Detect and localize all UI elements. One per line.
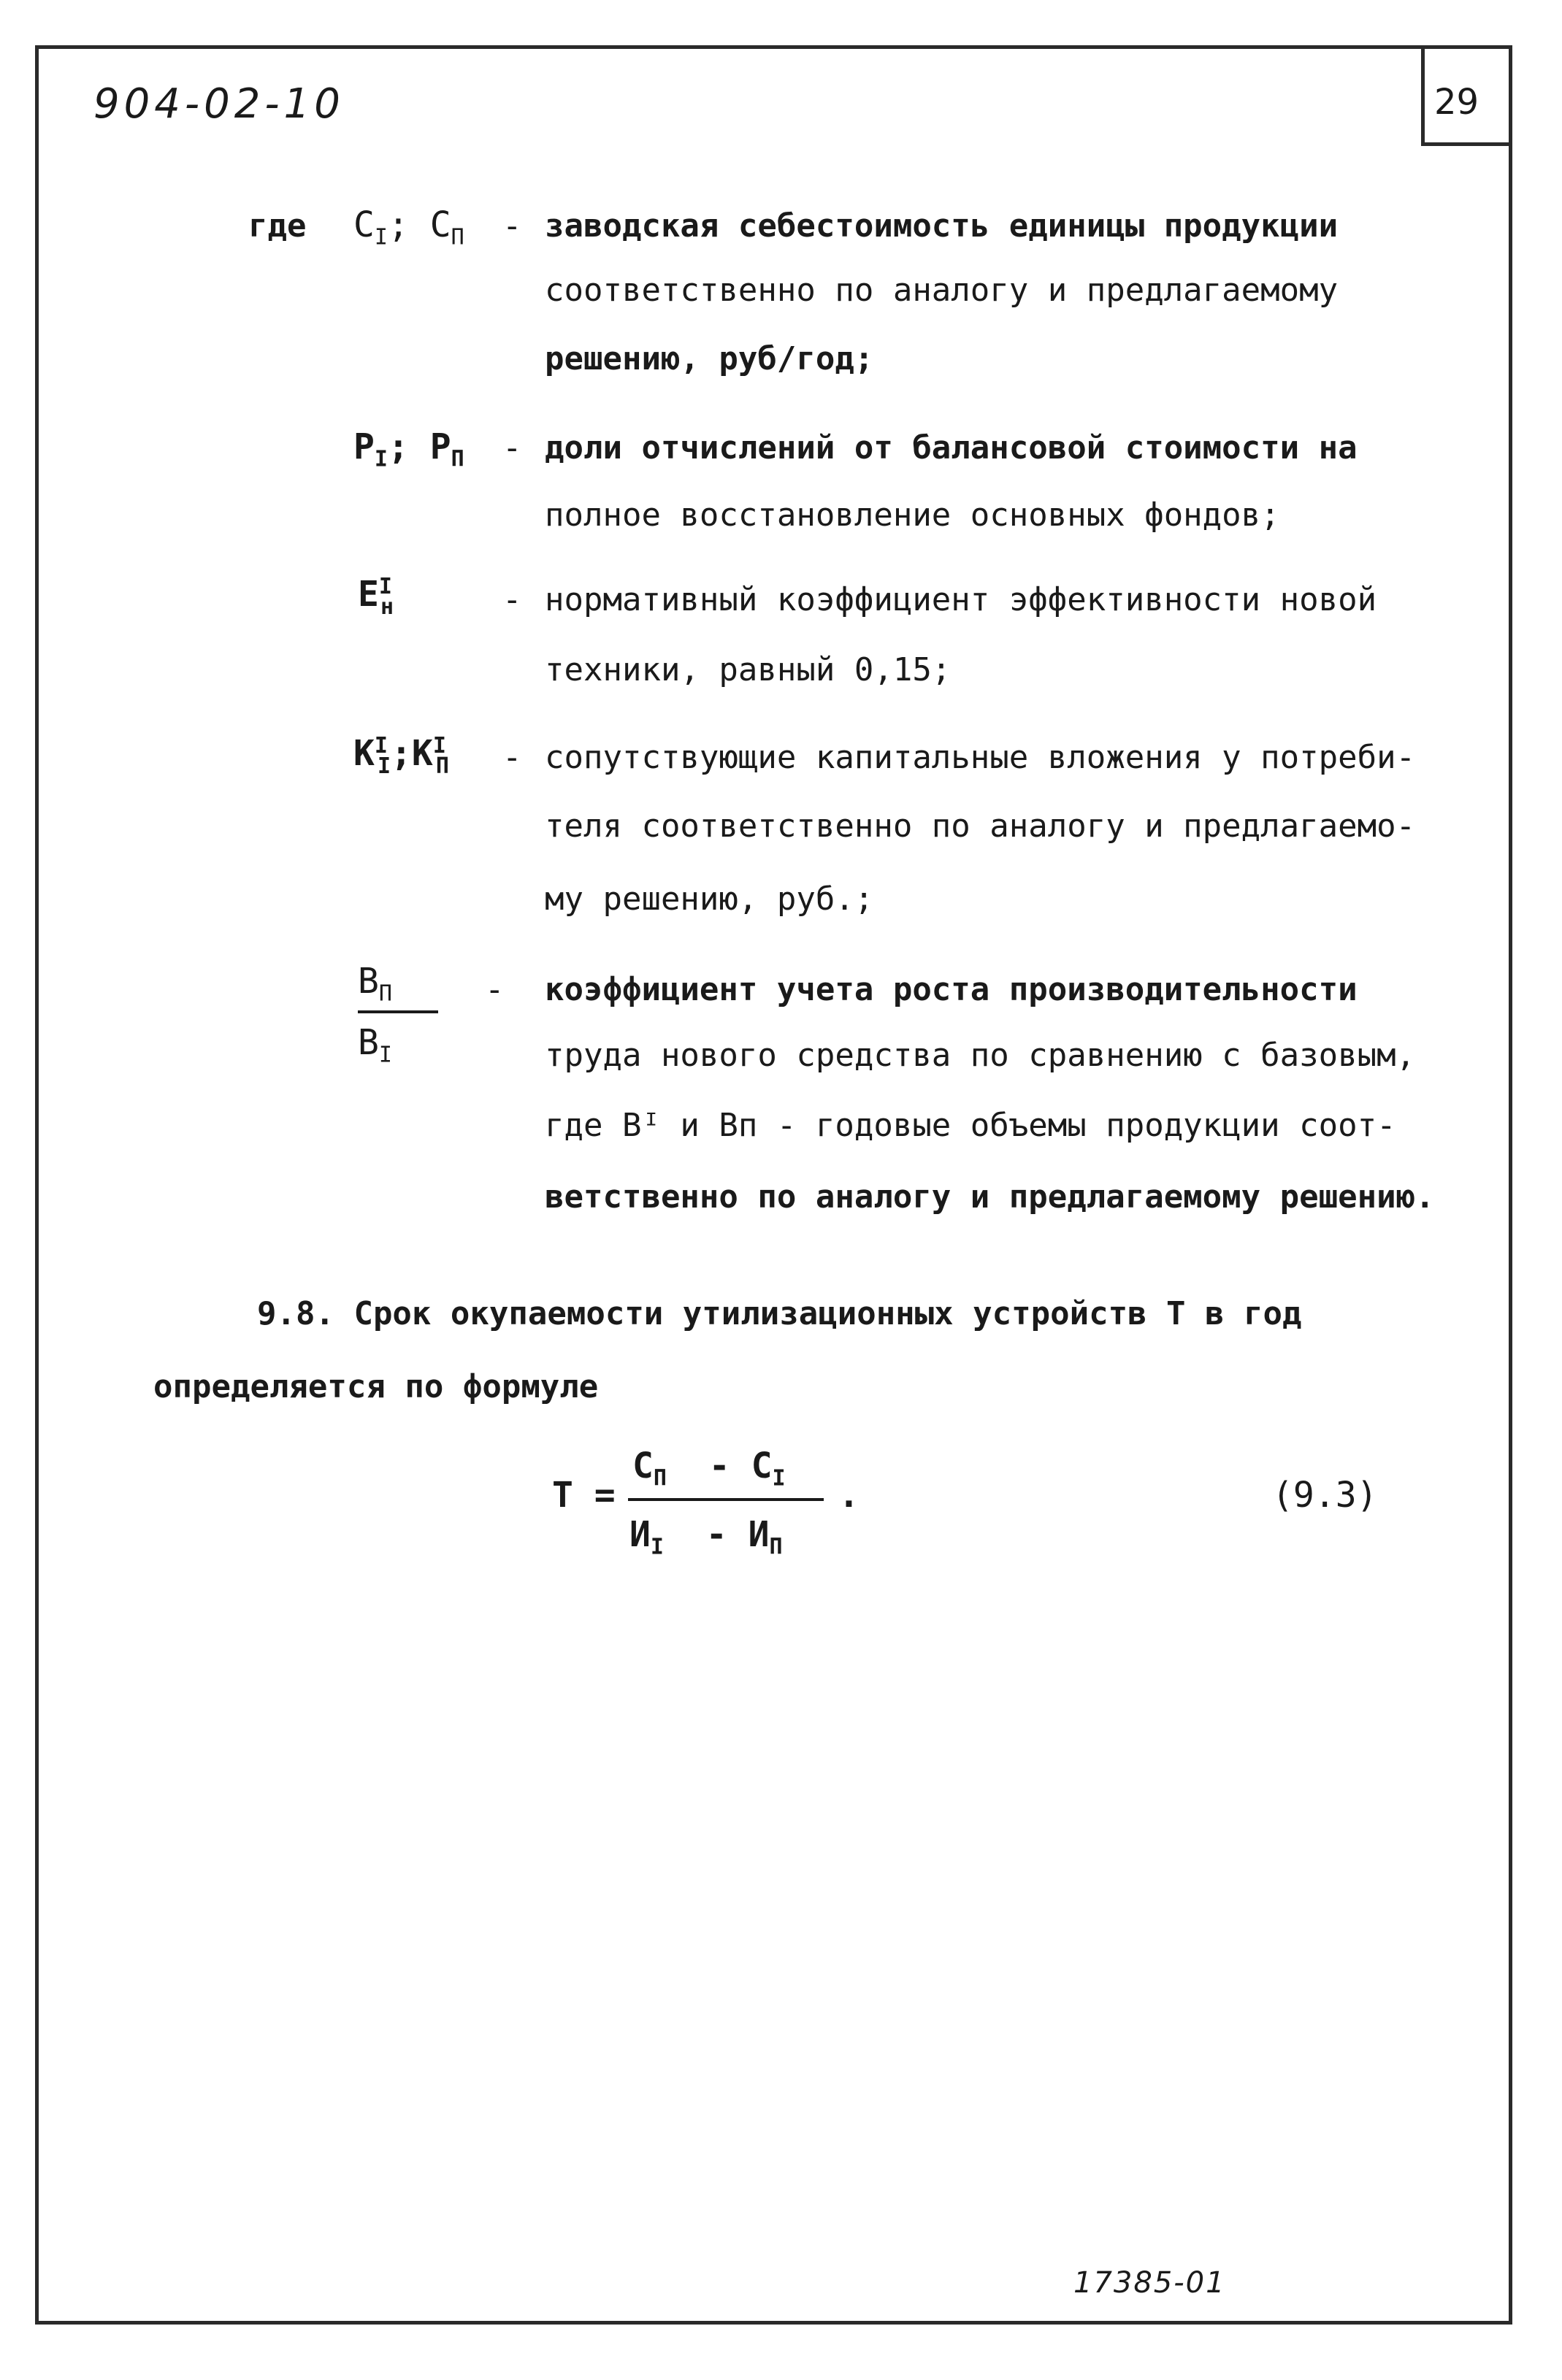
formula-fraction-bar [628, 1498, 824, 1501]
symbol-b-numerator: $B_П$ [358, 961, 392, 1007]
where-label: где [248, 207, 307, 245]
formula-subscript: I [772, 1465, 786, 1492]
definition-line: заводская себестоимость единицы продукции [545, 207, 1339, 245]
definition-line: доли отчислений от балансовой стоимости на [545, 429, 1358, 467]
dash: - [502, 207, 522, 245]
definition-line: нормативный коэффициент эффективности новой [545, 581, 1377, 618]
formula-subscript: I [650, 1534, 664, 1560]
dash: - [502, 429, 522, 467]
definition-line: техники, равный 0,15; [545, 651, 952, 688]
symbol-norm-coef: $E^I_н$ [358, 574, 394, 620]
fraction-bar [358, 1010, 438, 1013]
definition-line: ветственно по аналогу и предлагаемому решению. [545, 1178, 1435, 1216]
formula-operator: - [708, 1446, 730, 1486]
definition-line: соответственно по аналогу и предлагаемому [545, 272, 1339, 309]
formula-number: (9.3) [1272, 1475, 1378, 1516]
definition-line: труда нового средства по сравнению с базовым, [545, 1037, 1416, 1074]
paragraph-line: 9.8. Срок окупаемости утилизационных устройств T в год [257, 1295, 1302, 1332]
page-number: 29 [1434, 82, 1479, 123]
formula-denominator [629, 1514, 783, 1560]
dash: - [502, 581, 522, 618]
footer-code: 17385-01 [1073, 2266, 1226, 2300]
symbol-b-denominator: $B_I$ [358, 1022, 392, 1068]
formula-subscript: П [653, 1465, 667, 1492]
dash: - [502, 739, 522, 776]
definition-line: теля соответственно по аналогу и предлагаемо- [545, 807, 1416, 845]
formula-term: И [748, 1514, 770, 1555]
formula-term: И [629, 1514, 651, 1555]
definition-line: полное восстановление основных фондов; [545, 496, 1280, 534]
formula-numerator [632, 1446, 786, 1492]
definition-line: сопутствующие капитальные вложения у потреби- [545, 739, 1416, 776]
definition-line: где Bᴵ и Bп - годовые объемы продукции соот- [545, 1107, 1396, 1144]
document-code: 904-02-10 [93, 80, 345, 128]
formula-trailing-period: . [838, 1475, 860, 1516]
definition-line: коэффициент учета роста производительности [545, 971, 1358, 1008]
definition-line: решению, руб/год; [545, 340, 874, 377]
symbol-cost: $C_I$; $C_П$ [353, 204, 464, 250]
paragraph-line: определяется по формуле [153, 1368, 599, 1405]
symbol-shares: $P_I$; $P_П$ [353, 426, 464, 472]
formula-term: C [632, 1446, 654, 1486]
definition-line: му решению, руб.; [545, 880, 874, 918]
formula-operator: - [705, 1514, 727, 1555]
dash: - [485, 971, 505, 1008]
formula-lhs: T = [552, 1475, 616, 1516]
formula-subscript: П [769, 1534, 783, 1560]
symbol-capital: $K^I_I;K^I_П$ [353, 733, 449, 779]
formula-term: C [751, 1446, 773, 1486]
